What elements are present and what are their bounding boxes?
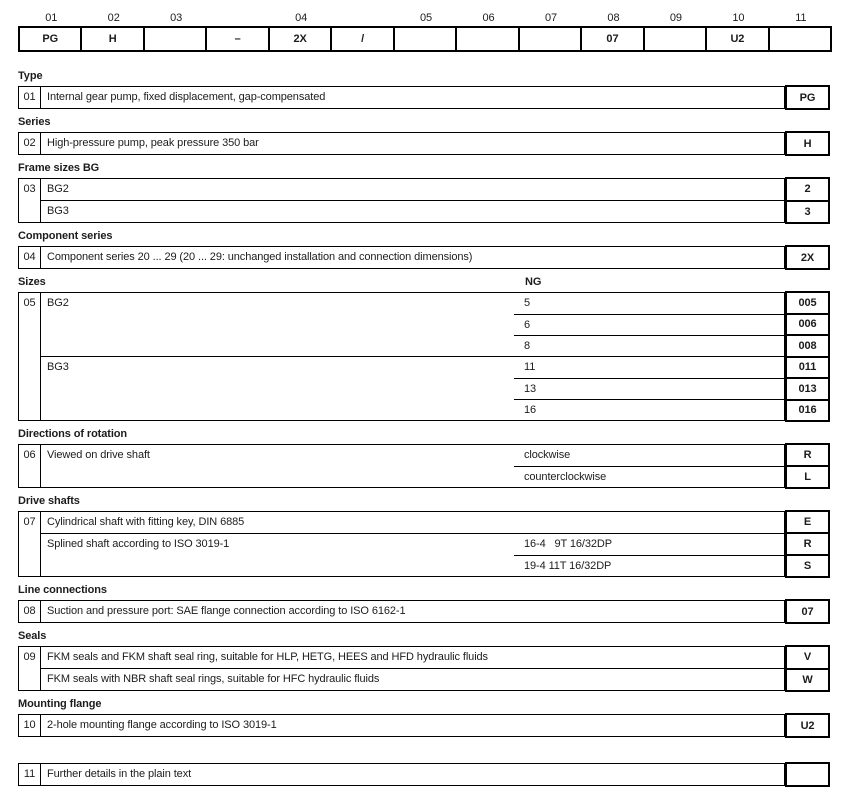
sub-row	[514, 293, 784, 314]
code-cell: U2	[705, 26, 769, 52]
code-column	[785, 85, 830, 110]
section-title: Frame sizes BG	[18, 162, 100, 174]
code-box: U2	[785, 713, 830, 738]
row-description: BG2	[47, 183, 69, 195]
row-description: Viewed on drive shaft	[47, 449, 150, 461]
code-box: H	[785, 131, 830, 156]
section-content	[41, 715, 784, 736]
section-content	[41, 133, 784, 154]
section-heading	[18, 230, 832, 243]
sub-row-label: 11	[524, 361, 536, 373]
row-number: 05	[19, 293, 41, 420]
section-title: Seals	[18, 630, 47, 642]
row-description: FKM seals with NBR shaft seal rings, suitable for HFC hydraulic fluids	[47, 673, 380, 685]
code-cell	[518, 26, 582, 52]
section-heading	[18, 630, 832, 643]
section-heading	[18, 495, 832, 508]
row-number: 08	[19, 601, 41, 622]
code-cell-label: 07	[544, 12, 557, 24]
row-group	[41, 668, 784, 690]
section-07	[18, 495, 832, 577]
sub-row-label: 19-4 11T 16/32DP	[524, 560, 612, 572]
row-number: 02	[19, 133, 41, 154]
row-group	[41, 133, 784, 154]
code-cell: –	[205, 26, 269, 52]
row-description: Splined shaft according to ISO 3019-1	[47, 538, 230, 550]
section-09	[18, 630, 832, 691]
row-description: BG3	[47, 205, 69, 217]
code-column	[785, 599, 830, 624]
row-description: Internal gear pump, fixed displacement, gap-compensated	[47, 91, 326, 103]
code-box: 016	[785, 399, 830, 423]
code-box: R	[785, 443, 830, 467]
section-content	[41, 601, 784, 622]
code-box: 005	[785, 291, 830, 315]
section-title: Drive shafts	[18, 495, 80, 507]
sub-row-label: 13	[524, 383, 537, 395]
section-title: Mounting flange	[18, 698, 102, 710]
section-title: Type	[18, 70, 43, 82]
code-box: 011	[785, 356, 830, 380]
section-content	[41, 247, 784, 268]
section-box	[18, 86, 816, 109]
row-description: BG3	[47, 361, 69, 373]
section-content	[41, 647, 784, 690]
row-group	[41, 87, 784, 108]
row-description: Cylindrical shaft with fitting key, DIN 6885	[47, 516, 245, 528]
sub-row	[514, 466, 784, 487]
row-number: 11	[19, 764, 41, 785]
section-box	[18, 246, 815, 269]
code-cell-label: 04	[295, 12, 308, 24]
order-code-table	[18, 26, 832, 52]
code-cell-label: 02	[107, 12, 120, 24]
section-title: Sizes	[18, 276, 46, 288]
code-column	[785, 245, 830, 270]
row-number: 10	[19, 715, 41, 736]
code-cell-label: 03	[170, 12, 183, 24]
code-cell-label	[330, 12, 394, 26]
section-content	[41, 445, 784, 487]
sub-column	[514, 293, 784, 356]
row-group	[41, 356, 784, 420]
section-content	[41, 764, 784, 785]
code-cell	[768, 26, 832, 52]
sub-row	[514, 357, 784, 378]
code-column	[785, 131, 830, 156]
section-box	[18, 763, 785, 786]
row-description: BG2	[47, 297, 69, 309]
code-box: 2X	[785, 245, 830, 270]
sub-row	[514, 314, 784, 335]
sections	[18, 70, 832, 786]
code-cell-label: 10	[732, 12, 745, 24]
row-description: FKM seals and FKM shaft seal ring, suitable for HLP, HETG, HEES and HFD hydraulic fluids	[47, 651, 488, 663]
section-title: Line connections	[18, 584, 107, 596]
section-content	[41, 512, 784, 576]
code-box: 3	[785, 200, 830, 225]
section-heading	[18, 70, 832, 83]
code-column	[785, 713, 830, 738]
section-11	[18, 763, 832, 786]
row-group	[41, 200, 784, 222]
code-box: 006	[785, 313, 830, 337]
code-box: 013	[785, 377, 830, 401]
code-cell: /	[330, 26, 394, 52]
section-heading	[18, 116, 832, 129]
row-group	[41, 247, 784, 268]
row-group	[41, 647, 784, 668]
code-cell	[643, 26, 707, 52]
section-05	[18, 276, 832, 421]
row-group	[41, 293, 784, 356]
section-04	[18, 230, 832, 269]
code-cell-label	[205, 12, 269, 26]
row-group	[41, 533, 784, 576]
code-box: W	[785, 668, 830, 693]
code-box: 07	[785, 599, 830, 624]
row-number: 07	[19, 512, 41, 576]
section-box	[18, 600, 814, 623]
sub-row	[514, 534, 784, 555]
code-cell	[143, 26, 207, 52]
size-column-header: NG	[525, 276, 542, 288]
section-content	[41, 87, 784, 108]
code-cell: PG	[18, 26, 82, 52]
code-box: R	[785, 532, 830, 556]
row-description: High-pressure pump, peak pressure 350 bar	[47, 137, 259, 149]
code-cell: 07	[580, 26, 644, 52]
sub-row-label: 16	[524, 404, 537, 416]
code-box: V	[785, 645, 830, 670]
sub-column	[514, 357, 784, 420]
section-heading	[18, 428, 832, 441]
sub-row	[514, 399, 784, 420]
code-box: L	[785, 465, 830, 489]
section-box	[18, 178, 811, 223]
section-box	[18, 511, 812, 577]
code-cell-label: 11	[795, 12, 807, 24]
section-heading	[18, 698, 832, 711]
sub-row	[514, 378, 784, 399]
row-number: 04	[19, 247, 41, 268]
sub-row-label: 6	[524, 319, 531, 331]
section-10	[18, 698, 832, 737]
section-06	[18, 428, 832, 488]
code-cell: 2X	[268, 26, 332, 52]
code-column	[785, 645, 830, 692]
code-cell-label: 08	[607, 12, 620, 24]
code-cell: H	[80, 26, 144, 52]
code-box: S	[785, 554, 830, 578]
row-description: 2-hole mounting flange according to ISO 3019-1	[47, 719, 277, 731]
sub-column	[514, 445, 784, 487]
section-content	[41, 293, 784, 420]
code-cell-label: 01	[45, 12, 58, 24]
sub-column	[514, 534, 784, 576]
code-box: 008	[785, 334, 830, 358]
code-box: 2	[785, 177, 830, 202]
section-01	[18, 70, 832, 109]
section-heading	[18, 162, 832, 175]
section-heading	[18, 584, 832, 597]
section-box	[18, 132, 812, 155]
sub-row-label: 5	[524, 297, 531, 309]
section-content	[41, 179, 784, 222]
section-box	[18, 646, 813, 691]
section-08	[18, 584, 832, 623]
section-box	[18, 292, 817, 421]
sub-row-label: 16-4 9T 16/32DP	[524, 538, 612, 550]
sub-row-label: clockwise	[524, 449, 571, 461]
row-group	[41, 512, 784, 533]
row-description: Suction and pressure port: SAE flange connection according to ISO 6162-1	[47, 605, 406, 617]
code-column	[785, 177, 830, 224]
code-cell-label: 09	[669, 12, 682, 24]
section-title: Component series	[18, 230, 113, 242]
section-heading	[18, 276, 832, 289]
row-group	[41, 764, 784, 785]
code-cell-label: 06	[482, 12, 495, 24]
row-number: 06	[19, 445, 41, 487]
code-cell	[393, 26, 457, 52]
section-02	[18, 116, 832, 155]
code-table-labels	[18, 12, 832, 26]
row-group	[41, 445, 784, 487]
sub-row-label: 8	[524, 340, 531, 352]
row-description: Further details in the plain text	[47, 768, 192, 780]
row-group	[41, 601, 784, 622]
sub-row	[514, 335, 784, 356]
code-column	[785, 291, 830, 422]
section-title: Directions of rotation	[18, 428, 128, 440]
sub-row	[514, 555, 784, 576]
code-cell	[455, 26, 519, 52]
section-title: Series	[18, 116, 51, 128]
sub-row	[514, 445, 784, 466]
code-box: PG	[785, 85, 830, 110]
code-box	[785, 762, 830, 787]
row-group	[41, 179, 784, 200]
code-box: E	[785, 510, 830, 534]
section-box	[18, 444, 812, 488]
code-cell-label: 05	[420, 12, 433, 24]
code-column	[785, 443, 830, 489]
row-group	[41, 715, 784, 736]
section-03	[18, 162, 832, 223]
row-number: 03	[19, 179, 41, 222]
sub-row-label: counterclockwise	[524, 471, 607, 483]
code-column	[785, 510, 830, 578]
row-number: 01	[19, 87, 41, 108]
code-column	[785, 762, 830, 787]
row-description: Component series 20 ... 29 (20 ... 29: unchanged installation and connection dimensions)	[47, 251, 473, 263]
row-number: 09	[19, 647, 41, 690]
section-box	[18, 714, 815, 737]
